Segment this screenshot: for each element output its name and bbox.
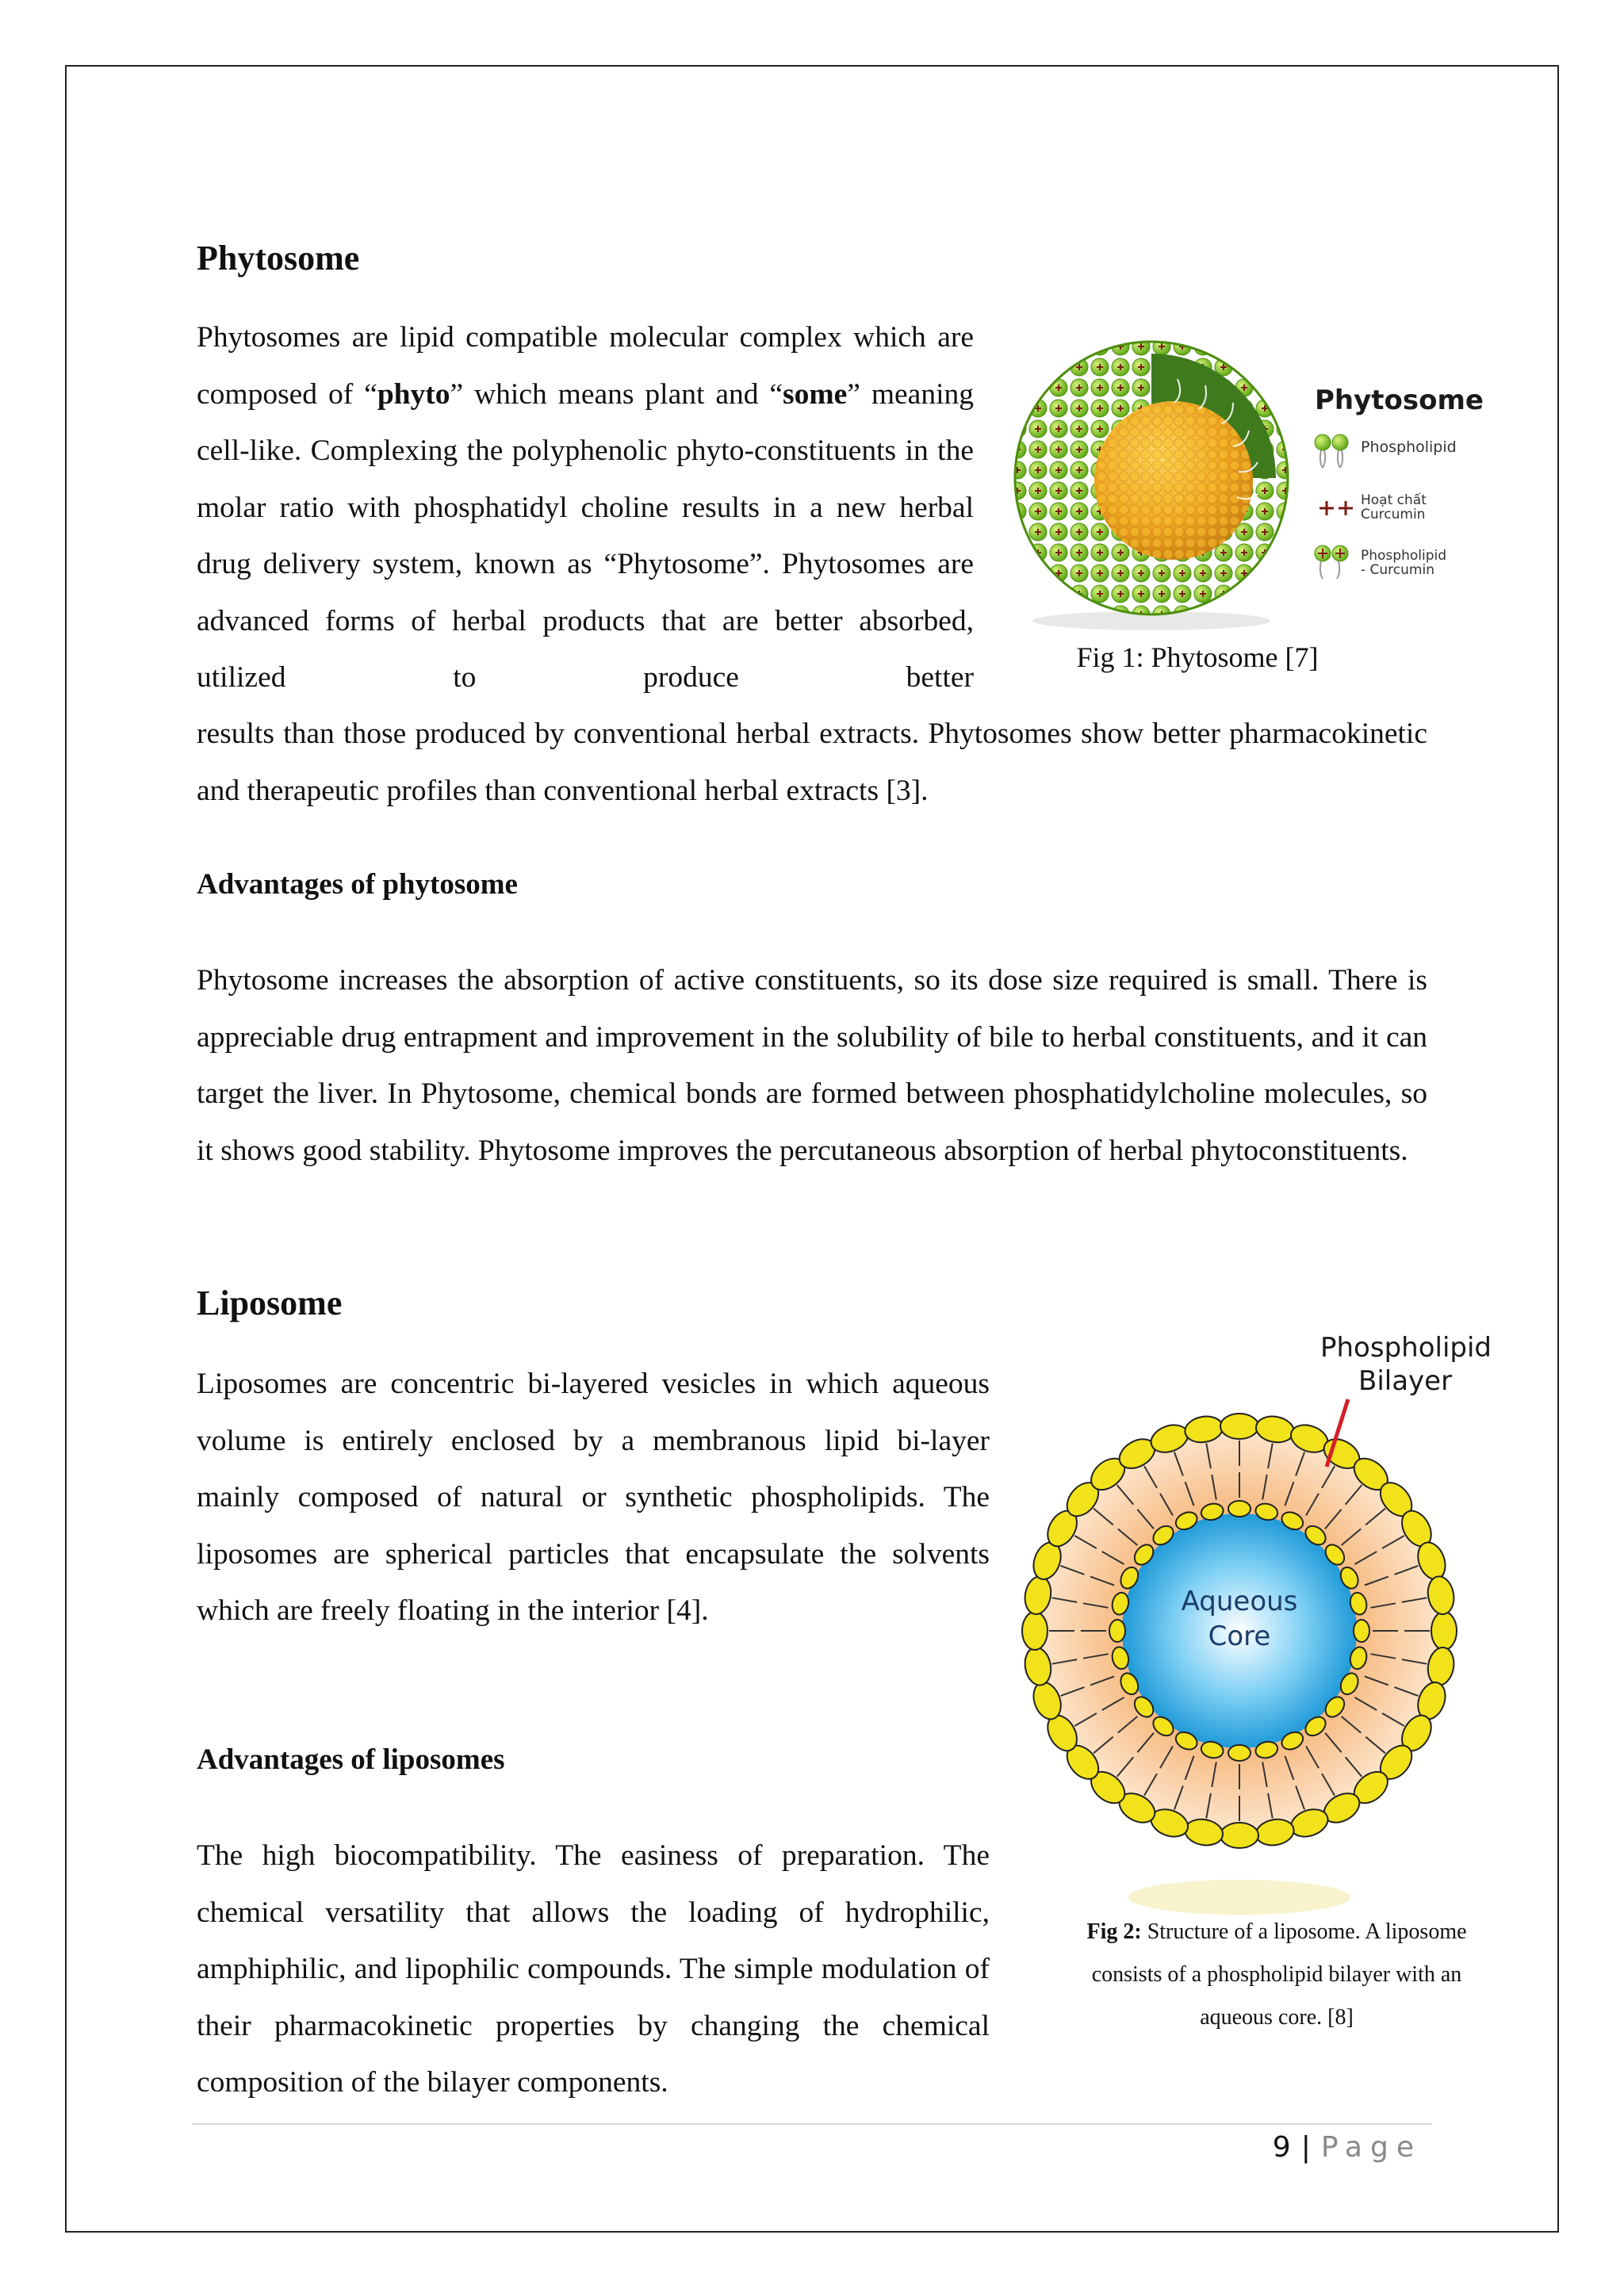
- outer-head: [1220, 1414, 1258, 1439]
- core-label-line1: Aqueous: [1181, 1586, 1298, 1617]
- svg-text:Hoạt chất: Hoạt chất: [1361, 492, 1427, 508]
- inner-head: [1109, 1620, 1125, 1642]
- legend-phospholipid-curcumin: [1315, 545, 1446, 579]
- phyto-bold: phyto: [377, 377, 450, 411]
- svg-text:Curcumin: Curcumin: [1361, 507, 1426, 522]
- core-label-line2: Core: [1208, 1621, 1271, 1652]
- liposome-reflection: [1128, 1880, 1350, 1915]
- phytosome-figure: [1007, 316, 1499, 649]
- liposome-advantages-heading: Advantages of liposomes: [197, 1743, 505, 1776]
- phytosome-paragraph-cont: results than those produced by conventional herbal extracts. Phytosomes show better pharmacokinetic and therapeutic profiles than conventional herbal extracts [3].: [197, 718, 1427, 807]
- outer-head: [1220, 1823, 1258, 1848]
- phytosome-figure-title: Phytosome: [1315, 385, 1484, 416]
- phytosome-advantages-heading: Advantages of phytosome: [197, 868, 518, 901]
- svg-text:Phospholipid: Phospholipid: [1361, 438, 1457, 456]
- liposome-caption: Fig 2: Structure of a liposome. A liposome consists of a phospholipid bilayer with an aqueous core. [8]: [1086, 1919, 1467, 2030]
- footer-rule: [192, 2123, 1432, 2125]
- phytosome-advantages-text: Phytosome increases the absorption of active constituents, so its dose size required is small. There is appreciable drug entrapment and improvement in the solubility of bile to herbal constituents, and it can target the liver. In Phytosome, chemical bonds are formed between phosphatidylcholine molecules, so it shows good stability. Phytosome improves the percutaneous absorption of herbal phytoconstituents.: [197, 964, 1427, 1167]
- bilayer-label-line2: Bilayer: [1358, 1365, 1453, 1397]
- outer-head: [1022, 1612, 1048, 1650]
- svg-text:- Curcumin: - Curcumin: [1361, 562, 1434, 578]
- inner-head: [1228, 1745, 1251, 1761]
- phytosome-heading: Phytosome: [197, 239, 360, 277]
- inner-head: [1228, 1501, 1251, 1517]
- outer-head: [1431, 1612, 1457, 1650]
- legend-curcumin: [1320, 492, 1427, 522]
- legend-phospholipid: [1315, 434, 1457, 468]
- phytosome-caption: Fig 1: Phytosome [7]: [1076, 641, 1319, 673]
- inner-head: [1354, 1620, 1369, 1642]
- svg-text:Phospholipid: Phospholipid: [1361, 548, 1447, 564]
- liposome-paragraph: Liposomes are concentric bi-layered vesicles in which aqueous volume is entirely enclosed by a membranous lipid bi-layer mainly composed of natural or synthetic phospholipids. The liposomes are spherical particles that encapsulate the solvents which are freely floating in the interior [4].: [197, 1368, 990, 1627]
- page-number: 9 | Page: [1272, 2131, 1422, 2164]
- liposome-heading: Liposome: [197, 1284, 343, 1322]
- some-bold: some: [783, 377, 848, 411]
- phytosome-paragraph: Phytosomes are lipid compatible molecular complex which are composed of “phyto” which means plant and “some” meaning cell-like. Complexing the polyphenolic phyto-constituents in the molar ratio with phosphatidyl choline results in a new herbal drug delivery system, known as “Phytosome”. Phytosomes are advanced forms of herbal products that are better absorbed, utilized to produce better: [197, 321, 974, 694]
- liposome-figure: [1019, 1320, 1495, 1931]
- bilayer-label-line1: Phospholipid: [1320, 1332, 1492, 1364]
- liposome-advantages-text: The high biocompatibility. The easiness of preparation. The chemical versatility that allows the loading of hydrophilic, amphiphilic, and lipophilic compounds. The simple modulation of their pharmacokinetic properties by changing the chemical composition of the bilayer components.: [197, 1839, 990, 2099]
